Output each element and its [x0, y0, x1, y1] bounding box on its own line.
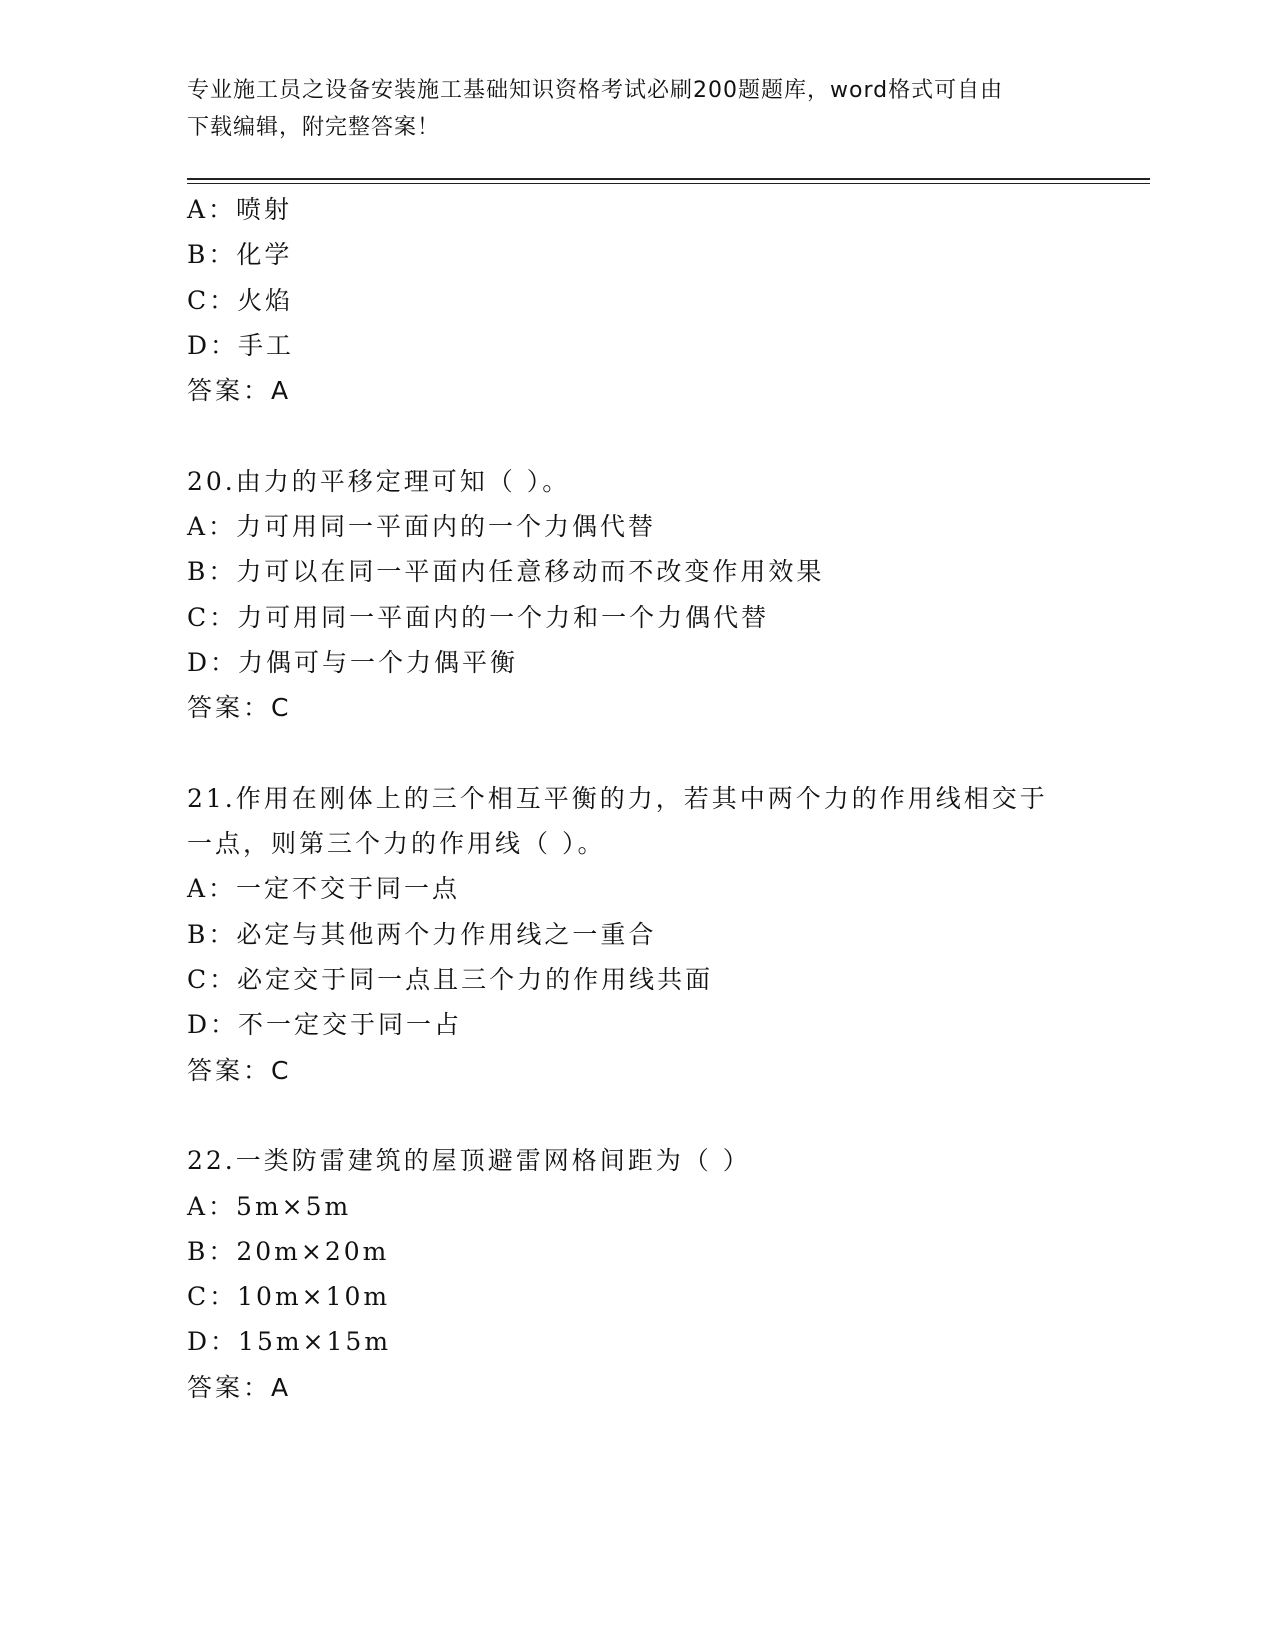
option-c: C：10m×10m	[187, 1282, 391, 1312]
option-a: A：力可用同一平面内的一个力偶代替	[187, 512, 657, 542]
spacer	[187, 1093, 1087, 1138]
option-c: C：必定交于同一点且三个力的作用线共面	[187, 965, 714, 995]
answer-line: 答案：C	[187, 1055, 292, 1085]
question-21-block	[187, 776, 1087, 1093]
answer-line: 答案：A	[187, 376, 292, 406]
option-d: D：15m×15m	[187, 1327, 392, 1357]
question-stem: 20.由力的平移定理可知（ ）。	[187, 466, 571, 496]
option-a: A：一定不交于同一点	[187, 874, 461, 904]
spacer	[187, 731, 1087, 776]
question-22-block	[187, 1138, 1087, 1410]
question-20-block	[187, 459, 1087, 731]
option-a: A：喷射	[187, 195, 293, 224]
option-b: B：20m×20m	[187, 1236, 390, 1266]
spacer	[187, 413, 1087, 458]
header-line-2: 下载编辑，附完整答案！	[187, 115, 441, 140]
option-d: D：不一定交于同一占	[187, 1010, 463, 1040]
document-header	[187, 72, 1087, 146]
option-b: B：力可以在同一平面内任意移动而不改变作用效果	[187, 557, 825, 587]
header-divider-thick	[187, 178, 1150, 180]
header-line-1: 专业施工员之设备安装施工基础知识资格考试必刷200题题库，word格式可自由	[187, 78, 1004, 103]
question-stem: 22.一类防雷建筑的屋顶避雷网格间距为（ ）	[187, 1146, 751, 1176]
answer-line: 答案：A	[187, 1372, 292, 1402]
option-d: D：力偶可与一个力偶平衡	[187, 647, 519, 677]
option-c: C：力可用同一平面内的一个力和一个力偶代替	[187, 602, 770, 632]
prev-question-block	[187, 187, 1087, 413]
option-a: A：5m×5m	[187, 1191, 352, 1221]
answer-line: 答案：C	[187, 693, 292, 723]
option-c: C：火焰	[187, 285, 294, 315]
question-stem: 21.作用在刚体上的三个相互平衡的力，若其中两个力的作用线相交于	[187, 783, 1048, 813]
option-d: D：手工	[187, 330, 295, 360]
option-b: B：化学	[187, 240, 293, 270]
option-b: B：必定与其他两个力作用线之一重合	[187, 919, 657, 949]
header-divider-thin	[187, 183, 1150, 184]
question-list	[187, 187, 1087, 1410]
question-stem-continued: 一点，则第三个力的作用线（ ）。	[187, 829, 606, 859]
